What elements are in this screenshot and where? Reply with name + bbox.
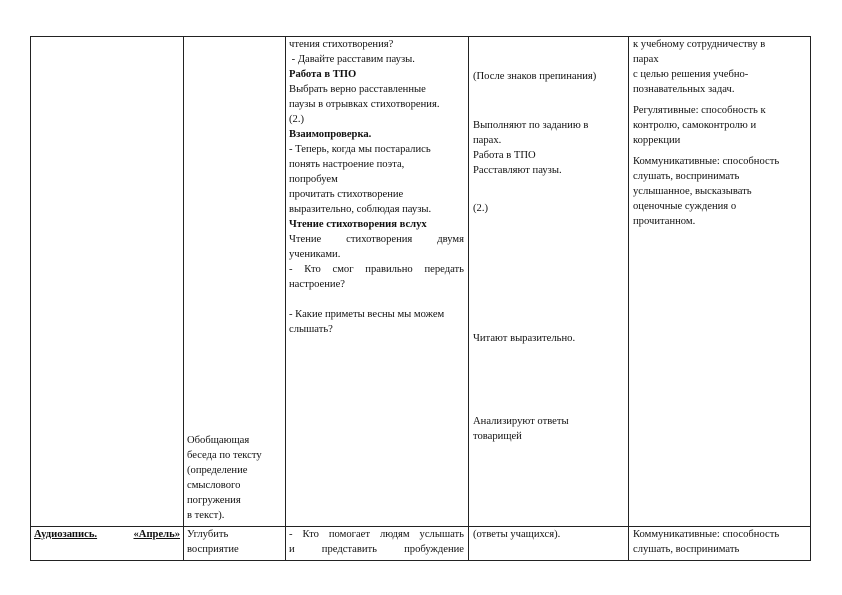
outcome-line: контролю, самоконтролю и xyxy=(633,120,757,131)
stage-line: смыслового xyxy=(187,480,241,491)
teacher-line: (2.) xyxy=(289,114,305,125)
stage-line: (определение xyxy=(187,465,248,476)
audio-label-right: «Апрель» xyxy=(133,529,180,540)
student-line: Выполняют по заданию в xyxy=(473,120,589,131)
stage-line: беседа по тексту xyxy=(187,450,262,461)
teacher-line: выразительно, соблюдая паузы. xyxy=(289,204,432,215)
teacher-line: учениками. xyxy=(289,249,341,260)
stage-line: в текст). xyxy=(187,510,225,521)
table-bottom-border xyxy=(30,560,811,561)
reading-heading: Чтение стихотворения вслух xyxy=(289,219,427,230)
outcome-line: Коммуникативные: способность xyxy=(633,156,780,167)
outcome-line: услышанное, высказывать xyxy=(633,186,752,197)
outcome-line: слушать, воспринимать xyxy=(633,171,740,182)
student-line: Работа в ТПО xyxy=(473,150,536,161)
outcome-line: Коммуникативные: способность xyxy=(633,529,780,540)
teacher-line: слышать? xyxy=(289,324,333,335)
teacher-line: паузы в отрывках стихотворения. xyxy=(289,99,440,110)
stage-line: погружения xyxy=(187,495,241,506)
outcome-line: познавательных задач. xyxy=(633,84,735,95)
student-line: (2.) xyxy=(473,203,489,214)
student-line: Анализируют ответы xyxy=(473,416,569,427)
student-line: (ответы учащихся). xyxy=(473,529,561,540)
work-heading: Работа в ТПО xyxy=(289,69,357,80)
teacher-line: настроение? xyxy=(289,279,346,290)
outcomes xyxy=(633,37,808,229)
teacher-activity xyxy=(289,37,464,337)
outcome-line: парах xyxy=(633,54,659,65)
outcome-line: слушать, воспринимать xyxy=(633,544,740,555)
stage-line: Обобщающая xyxy=(187,435,250,446)
outcome-line: коррекции xyxy=(633,135,681,146)
row2-stage xyxy=(187,527,282,557)
check-heading: Взаимопроверка. xyxy=(289,129,372,140)
student-line: товарищей xyxy=(473,431,522,442)
student-group-work xyxy=(473,118,625,178)
outcome-line: к учебному сотрудничеству в xyxy=(633,39,766,50)
teacher-line: - Кто помогает людям услышать xyxy=(289,529,464,540)
row2-teacher xyxy=(289,527,464,557)
teacher-line: понять настроение поэта, xyxy=(289,159,405,170)
teacher-line: - Кто смог правильно передать xyxy=(289,264,464,275)
student-line: Расставляют паузы. xyxy=(473,165,562,176)
teacher-line: - Теперь, когда мы постарались xyxy=(289,144,431,155)
blank-line xyxy=(289,292,464,307)
student-read xyxy=(473,331,625,346)
outcome-line: с целью решения учебно- xyxy=(633,69,749,80)
student-line: парах. xyxy=(473,135,502,146)
outcome-line: прочитанном. xyxy=(633,216,696,227)
column-border-4 xyxy=(468,36,469,561)
student-after-signs xyxy=(473,69,625,84)
teacher-line: - Давайте расставим паузы. xyxy=(289,54,415,65)
teacher-line: - Какие приметы весны мы можем xyxy=(289,309,445,320)
column-border-6 xyxy=(810,36,811,561)
audio-label-left: Аудиозапись. xyxy=(34,529,98,540)
teacher-line: и представить пробуждение xyxy=(289,544,464,555)
student-line: Читают выразительно. xyxy=(473,333,576,344)
student-analyze xyxy=(473,414,625,444)
teacher-line: чтения стихотворения? xyxy=(289,39,394,50)
teacher-line: Выбрать верно расставленные xyxy=(289,84,426,95)
teacher-line: прочитать стихотворение xyxy=(289,189,404,200)
stage-line: Углубить xyxy=(187,529,229,540)
teacher-line: попробуем xyxy=(289,174,338,185)
stage-description xyxy=(187,433,282,523)
audio-label xyxy=(34,527,180,542)
teacher-line: Чтение стихотворения двумя xyxy=(289,234,464,245)
column-border-2 xyxy=(183,36,184,561)
column-border-1 xyxy=(30,36,31,561)
student-line: (После знаков препинания) xyxy=(473,71,597,82)
outcome-line: оценочные суждения о xyxy=(633,201,737,212)
row2-outcomes xyxy=(633,527,808,557)
outcome-line: Регулятивные: способность к xyxy=(633,105,766,116)
column-border-3 xyxy=(285,36,286,561)
stage-line: восприятие xyxy=(187,544,239,555)
student-number xyxy=(473,201,625,216)
column-border-5 xyxy=(628,36,629,561)
row2-student xyxy=(473,527,625,542)
